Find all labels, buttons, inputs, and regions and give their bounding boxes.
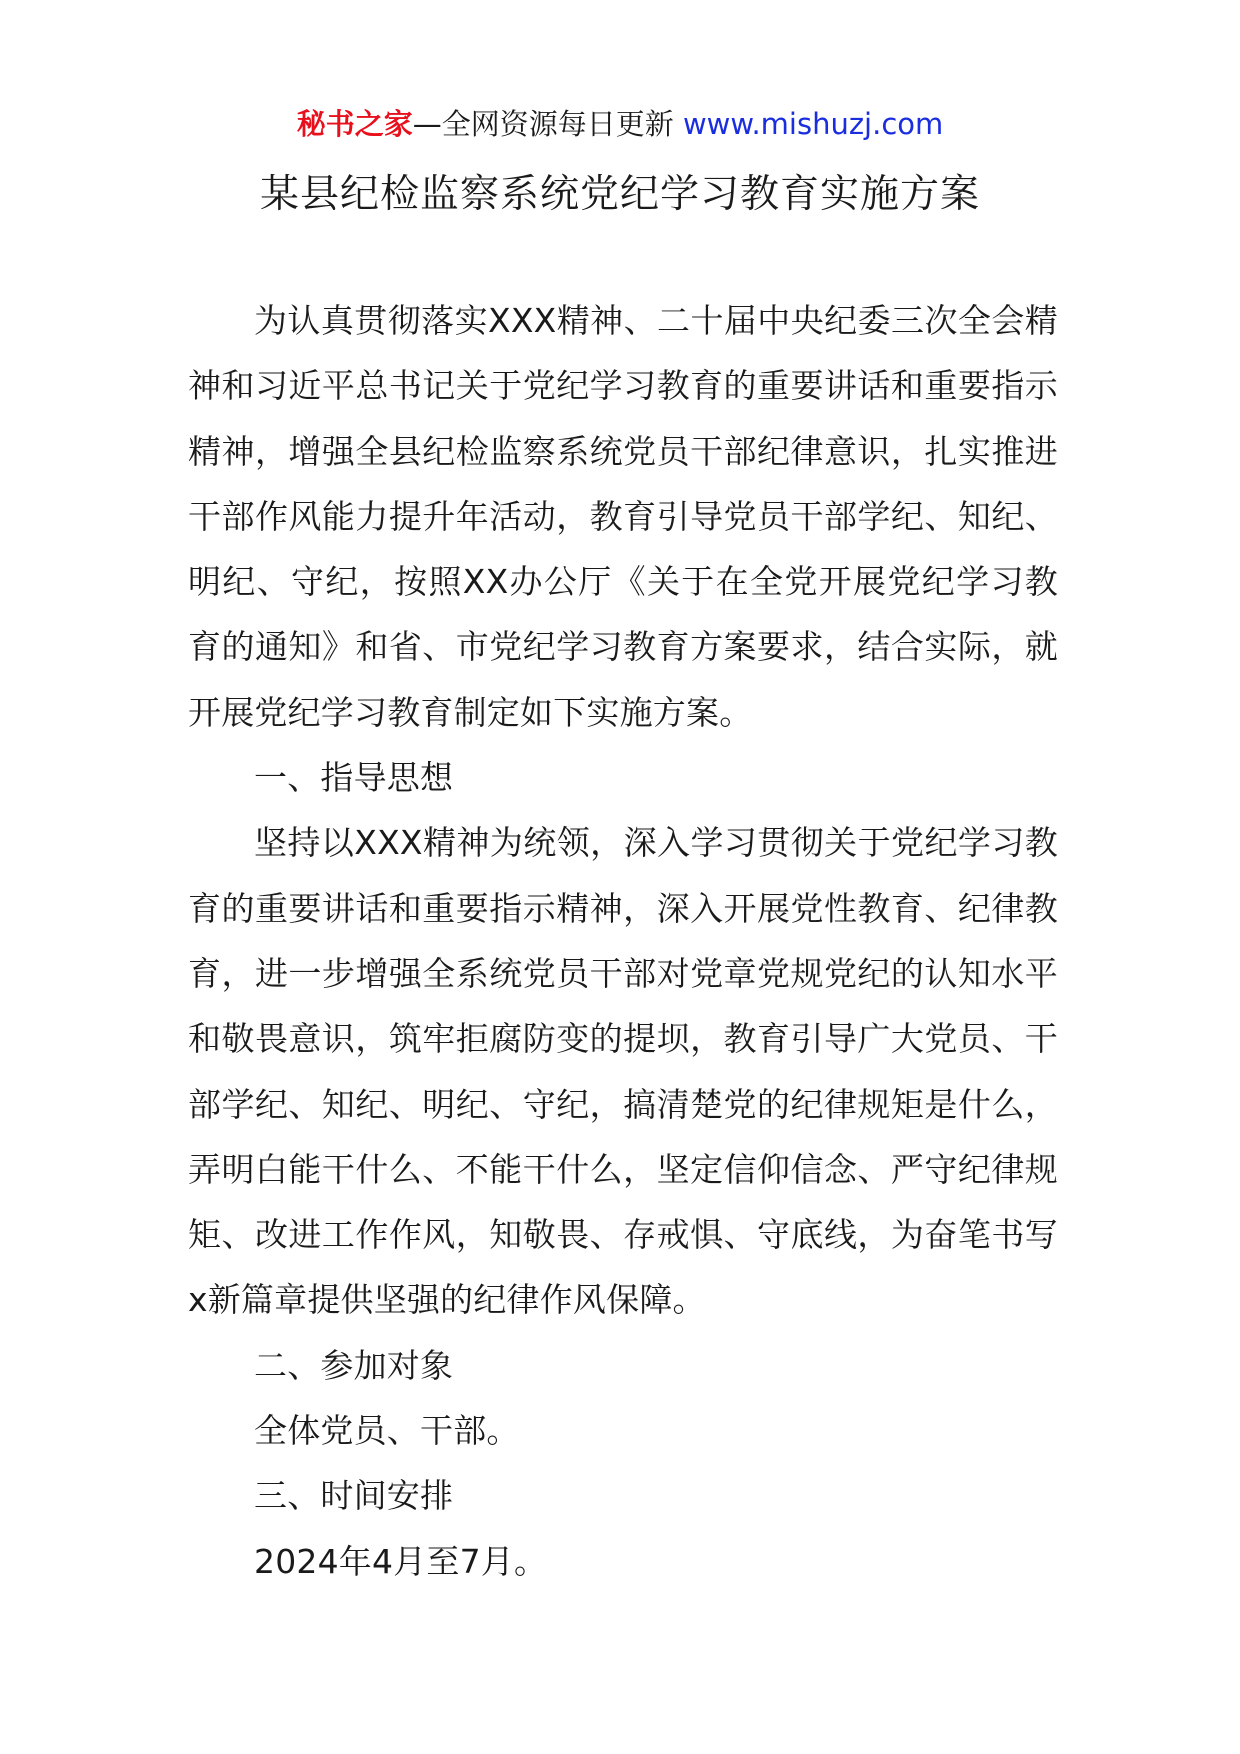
document-title: 某县纪检监察系统党纪学习教育实施方案 xyxy=(259,172,980,217)
intro-paragraph: 为认真贯彻落实XXX精神、二十届中央纪委三次全会精神和习近平总书记关于党纪学习教育的重要讲话和重要指示精神，增强全县纪检监察系统党员干部纪律意识，扎实推进干部作风能力提升年活动，教育引导党员干部学纪、知纪、明纪、守纪，按照XX办公厅《关于在全党开展党纪学习教育的通知》和省、市党纪学习教育方案要求，结合实际，就开展党纪学习教育制定如下实施方案。 xyxy=(188,301,1058,732)
site-header xyxy=(0,104,1240,144)
guiding-thought-paragraph: 坚持以XXX精神为统领，深入学习贯彻关于党纪学习教育的重要讲话和重要指示精神，深入开展党性教育、纪律教育，进一步增强全系统党员干部对党章党规党纪的认知水平和敬畏意识，筑牢拒腐防变的提坝，教育引导广大党员、干部学纪、知纪、明纪、守纪，搞清楚党的纪律规矩是什么，弄明白能干什么、不能干什么，坚定信仰信念、严守纪律规矩、改进工作作风，知敬畏、存戒惧、守底线，为奋笔书写x新篇章提供坚强的纪律作风保障。 xyxy=(188,823,1058,1320)
site-url-link[interactable]: www.mishuzj.com xyxy=(682,107,944,141)
participants-paragraph: 全体党员、干部。 xyxy=(254,1411,520,1451)
header-slogan: —全网资源每日更新 xyxy=(412,107,683,141)
section-heading-participants: 二、参加对象 xyxy=(254,1345,454,1385)
brand-name: 秘书之家 xyxy=(296,107,413,141)
section-heading-guiding-thought: 一、指导思想 xyxy=(254,758,454,798)
section-heading-schedule: 三、时间安排 xyxy=(254,1476,454,1516)
document-body xyxy=(188,288,1058,1594)
schedule-paragraph: 2024年4月至7月。 xyxy=(254,1541,548,1581)
